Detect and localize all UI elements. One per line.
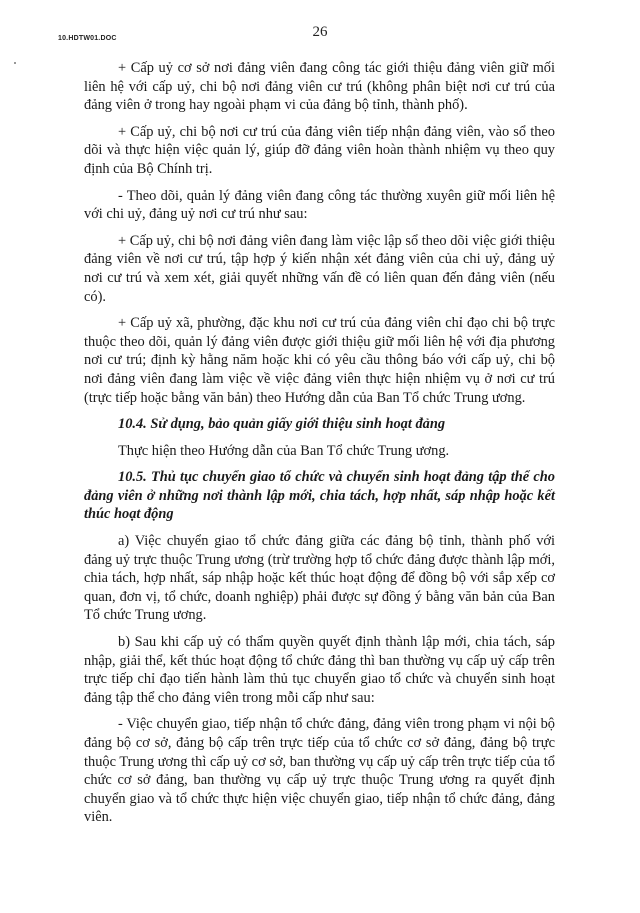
- paragraph: + Cấp uỷ cơ sở nơi đảng viên đang công tác giới thiệu đảng viên giữ mối liên hệ với cấp uỷ, chi bộ nơi đảng viên cư trú (không phân biệt nơi cư trú của đảng viên ở trong hay ngoài phạm vi của đảng bộ tỉnh, thành phố).: [84, 60, 555, 114]
- section-heading: 10.4. Sử dụng, bảo quản giấy giới thiệu sinh hoạt đảng: [118, 416, 446, 433]
- scan-speck: [14, 62, 16, 64]
- paragraph: + Cấp uỷ, chi bộ nơi đảng viên đang làm việc lập sổ theo dõi việc giới thiệu đảng viên về nơi cư trú, tập hợp ý kiến nhận xét đảng viên của chi uỷ, đảng uỷ nơi cư trú và xem xét, giải quyết những vấn đề có liên quan đến đảng viên (nếu có).: [84, 232, 555, 305]
- paragraph: - Việc chuyển giao, tiếp nhận tổ chức đảng, đảng viên trong phạm vi nội bộ đảng bộ cơ sở, đảng bộ cấp trên trực tiếp của tổ chức cơ sở đảng, đảng bộ trực thuộc Trung ương thì cấp uỷ cơ sở, ban thường vụ cấp uỷ cấp trên trực tiếp của tổ chức cơ sở đảng, ban thường vụ cấp uỷ trực thuộc Trung ương ra quyết định chuyển giao và tổ chức thực hiện việc chuyển giao, tiếp nhận tổ chức đảng, đảng viên.: [84, 716, 555, 826]
- paragraph: + Cấp uỷ, chi bộ nơi cư trú của đảng viên tiếp nhận đảng viên, vào sổ theo dõi và thực hiện việc quản lý, giúp đỡ đảng viên hoàn thành nhiệm vụ theo quy định của Bộ Chính trị.: [84, 123, 555, 177]
- page-number: 26: [312, 24, 328, 40]
- section-heading: 10.5. Thủ tục chuyển giao tổ chức và chuyển sinh hoạt đảng tập thể cho đảng viên ở những nơi thành lập mới, chia tách, hợp nhất, sáp nhập hoặc kết thúc hoạt động: [84, 469, 555, 523]
- paragraph: - Theo dõi, quản lý đảng viên đang công tác thường xuyên giữ mối liên hệ với chi uỷ, đảng uỷ nơi cư trú như sau:: [84, 187, 555, 223]
- paragraph: b) Sau khi cấp uỷ có thẩm quyền quyết định thành lập mới, chia tách, sáp nhập, giải thể, kết thúc hoạt động tổ chức đảng thì ban thường vụ cấp uỷ cấp trên trực tiếp chỉ đạo tiến hành làm thủ tục chuyển giao tổ chức và chuyển sinh hoạt đảng tập thể cho đảng viên trong mỗi cấp như sau:: [84, 634, 555, 706]
- paragraph: a) Việc chuyển giao tổ chức đảng giữa các đảng bộ tỉnh, thành phố với đảng uỷ trực thuộc Trung ương (trừ trường hợp tổ chức đảng được thành lập mới, chia tách, hợp nhất, sáp nhập hoặc kết thúc hoạt động để đồng bộ với sắp xếp cơ quan, đơn vị, tổ chức, doanh nghiệp) phải được sự đồng ý bằng văn bản của Ban Tổ chức Trung ương.: [84, 533, 555, 624]
- document-body: [84, 59, 555, 835]
- paragraph: + Cấp uỷ xã, phường, đặc khu nơi cư trú của đảng viên chỉ đạo chi bộ trực thuộc theo dõi, quản lý đảng viên được giới thiệu giữ mối liên hệ với địa phương nơi cư trú; định kỳ hằng năm hoặc khi có yêu cầu thông báo với cấp uỷ, chi bộ nơi đảng viên đang làm việc về việc đảng viên thực hiện nhiệm vụ ở nơi cư trú (trực tiếp hoặc bằng văn bản) theo Hướng dẫn của Ban Tổ chức Trung ương.: [84, 315, 555, 406]
- document-code: 10.HDTW01.DOC: [58, 35, 117, 42]
- paragraph: Thực hiện theo Hướng dẫn của Ban Tổ chức Trung ương.: [118, 442, 450, 459]
